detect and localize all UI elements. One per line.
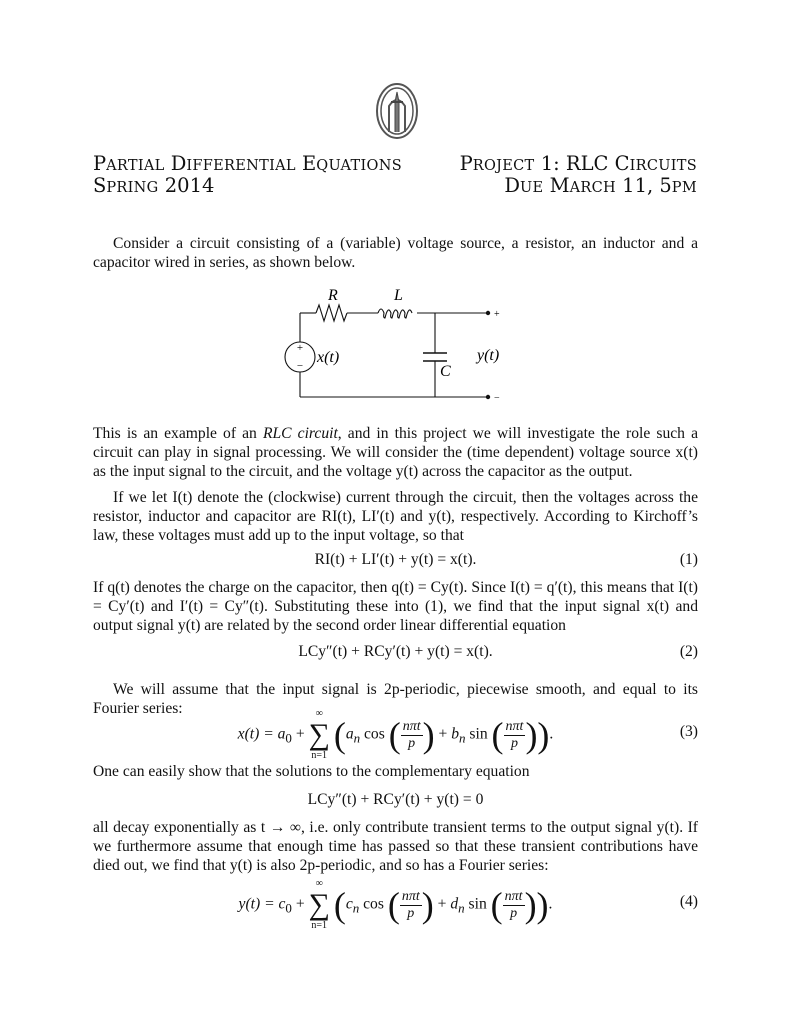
label-l: L [394, 287, 403, 304]
output-minus-sign: − [494, 393, 500, 404]
kirchoff-paragraph: If we let I(t) denote the (clockwise) current through the circuit, then the voltages across the resistor, inductor and capacitor are RI(t), LI′(t) and y(t), respectively. According to Kirchoff’s law, these voltages must add up to the input voltage, so that [93, 489, 698, 544]
project-header [460, 154, 697, 198]
inductor-symbol [378, 309, 412, 318]
label-r: R [328, 287, 338, 304]
charge-paragraph: If q(t) denotes the charge on the capacitor, then q(t) = Cy(t). Since I(t) = q′(t), this means that I(t) = Cy′(t) and I′(t) = Cy″(t). Substituting these into (1), we find that the input signal x(t) and output signal y(t) are related by the second order linear differential equation [93, 579, 698, 634]
equation-3-number: (3) [679, 723, 698, 740]
output-plus-sign: + [494, 309, 500, 320]
equation-1-number: (1) [679, 551, 698, 568]
eq4-lhs: y(t) = c [238, 895, 286, 913]
source-minus-sign: − [296, 360, 304, 372]
equation-3: $x(t) = a_0$ + ∞ ∑ n=1 ($a_n$ cos ( $\frac{\text{nπt}}{p}$ ) + $b_n$ sin ( $\frac{\text{nπt}}{p}$ )). [237, 708, 554, 761]
label-c: C [440, 363, 451, 380]
label-y-t: y(t) [477, 347, 500, 364]
course-title: PARTIAL DIFFERENTIAL EQUATIONS [93, 152, 402, 175]
university-logo-icon [375, 82, 419, 140]
rlc-rest-text: , and in this project we will investigate the role such a circuit can play in signal processing. We will consider the (time dependent) voltage source x(t) as the input signal to the circuit, and the voltage y(t) across the capacitor as the output. [93, 425, 699, 480]
equation-4-number: (4) [679, 893, 698, 910]
rlc-circuit-diagram [280, 280, 510, 410]
eq3-lhs-sub: 0 [285, 730, 292, 746]
rlc-circuit-paragraph [93, 424, 698, 481]
intro-paragraph: Consider a circuit consisting of a (variable) voltage source, a resistor, an inductor and a capacitor wired in series, as shown below. [93, 235, 698, 271]
due-date: DUE MARCH 11, 5PM [504, 174, 697, 197]
eq3-lhs: x(t) = a [237, 725, 286, 743]
complementary-paragraph: One can easily show that the solutions to the complementary equation [93, 763, 530, 780]
equation-2-number: (2) [679, 643, 698, 660]
source-plus-sign: + [296, 342, 304, 354]
equation-4: $y(t) = c_0$ + ∞ ∑ n=1 ($c_n$ cos ( $\frac{\text{nπt}}{p}$ ) + $d_n$ sin ( $\frac{\text{nπt}}{p}$ )). [238, 878, 553, 931]
fourier-assumption-paragraph: We will assume that the input signal is 2p-periodic, piecewise smooth, and equal to its Fourier series: [93, 681, 698, 717]
transient-paragraph: all decay exponentially as t → ∞, i.e. only contribute transient terms to the output signal y(t). If we furthermore assume that enough time has passed so that these transient contributions have died out, we find that y(t) is also 2p-periodic, and so has a Fourier series: [93, 819, 698, 874]
equation-1: RI(t) + LI′(t) + y(t) = x(t). [314, 551, 477, 568]
course-term: SPRING 2014 [93, 174, 215, 197]
complementary-equation: LCy″(t) + RCy′(t) + y(t) = 0 [307, 791, 484, 808]
eq4-lhs-sub: 0 [285, 900, 292, 916]
equation-2: LCy″(t) + RCy′(t) + y(t) = x(t). [298, 643, 493, 660]
rlc-circuit-term: RLC circuit [262, 425, 338, 442]
resistor-symbol [316, 305, 347, 321]
eq3-summation: ∞ ∑ n=1 [308, 708, 330, 761]
rlc-intro-text: This is an example of an [93, 425, 263, 442]
project-title: PROJECT 1: RLC CIRCUITS [459, 152, 697, 175]
course-header [93, 154, 402, 198]
eq4-summation: ∞ ∑ n=1 [308, 878, 330, 931]
label-x-t: x(t) [317, 349, 340, 366]
